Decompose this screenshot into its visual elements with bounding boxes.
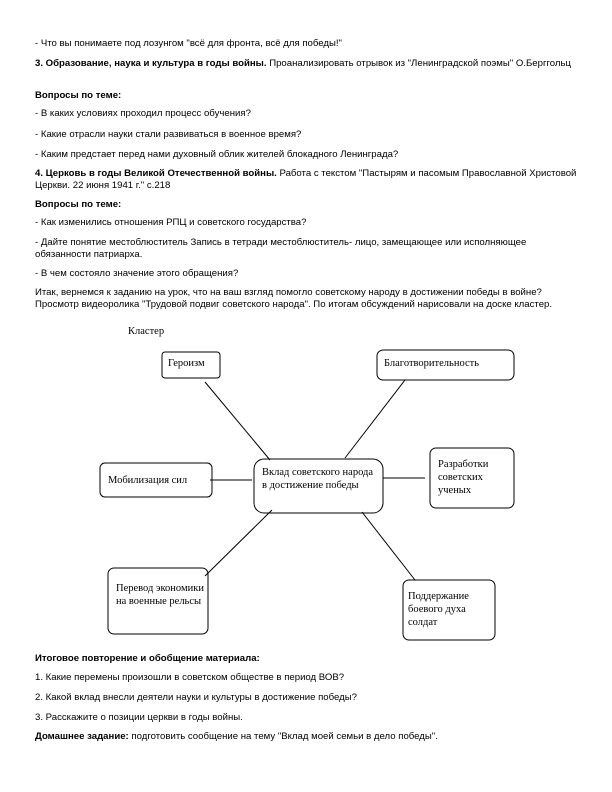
cluster-title: Кластер [128,326,165,337]
summary-heading: Итоговое повторение и обобщение материала: [35,653,260,664]
section-3-text: Проанализировать отрывок из "Ленинградской поэмы" О.Берггольц [269,58,571,69]
summary-item-3: 3. Расскажите о позиции церкви в годы войны. [35,712,243,723]
connector-heroism [205,382,270,460]
summary-item-2: 2. Какой вклад внесли деятели науки и культуры в достижение победы? [35,692,357,703]
connector-economy [205,510,272,576]
node-economy: Перевод экономики на военные рельсы [116,583,204,607]
section-4-heading: 4. Церковь в годы Великой Отечественной войны. [35,168,277,179]
node-charity: Благотворительность [384,358,479,369]
connector-charity [345,380,405,458]
question-2-3: - В чем состояло значение этого обращения? [35,268,239,279]
node-heroism: Героизм [168,358,205,369]
node-mobilization: Мобилизация сил [108,475,188,486]
connector-morale [362,512,415,580]
node-morale: Поддержание боевого духа солдат [408,591,469,628]
question-1-1: - В каких условиях проходил процесс обучения? [35,108,251,119]
node-center: Вклад советского народа в достижение победы [262,467,374,491]
question-1-3: - Каким предстает перед нами духовный облик жителей блокадного Ленинграда? [35,149,399,160]
homework-label: Домашнее задание: [35,731,129,742]
homework-paragraph [35,731,580,743]
return-paragraph: Итак, вернемся к заданию на урок, что на ваш взгляд помогло советскому народу в достижении победы в войне? Просмотр видеоролика "Трудовой подвиг советского народа". По итогам обсуждений нарисовали на доске кластер. [35,287,553,311]
question-2-2: - Дайте понятие местоблюститель Запись в тетради местоблюститель- лицо, замещающее или исполняющее обязанности патриарха. [35,237,527,261]
homework-text: подготовить сообщение на тему "Вклад моей семьи в дело победы". [131,731,438,742]
question-2-1: - Как изменились отношения РПЦ и советского государства? [35,217,307,228]
node-science: Разработки советских ученых [438,459,489,496]
questions-label-2: Вопросы по теме: [35,199,122,210]
questions-label-1: Вопросы по теме: [35,90,122,101]
section-3-heading: 3. Образование, наука и культура в годы войны. [35,58,267,69]
intro-question: - Что вы понимаете под лозунгом "всё для фронта, всё для победы!" [35,38,342,49]
question-1-2: - Какие отрасли науки стали развиваться в военное время? [35,129,302,140]
summary-item-1: 1. Какие перемены произошли в советском обществе в период ВОВ? [35,672,345,683]
section-4-text: Работа с текстом "Пастырям и пасомым Православной Христовой Церкви. 22 июня 1941 г." с.218 [35,168,577,192]
